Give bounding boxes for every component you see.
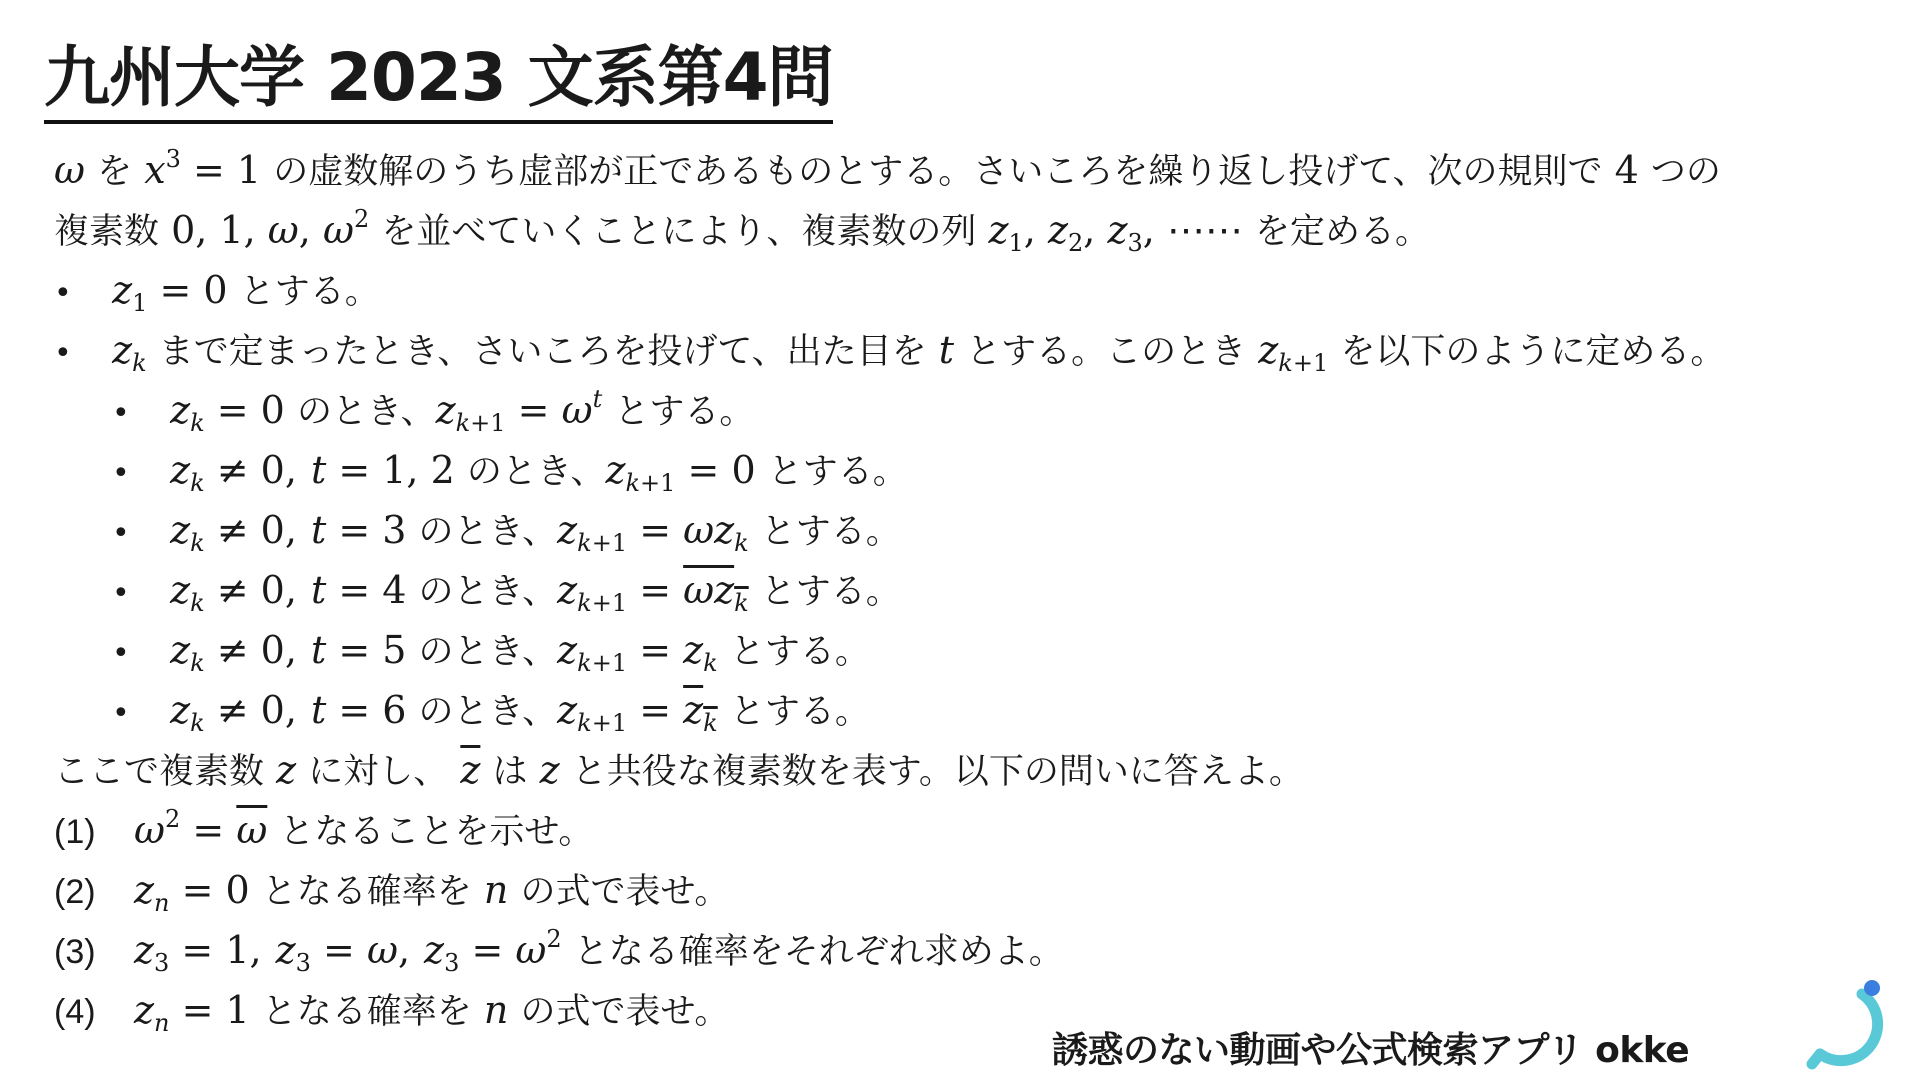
question-2: (2) $z_n = 0$ となる確率を n の式で表せ。: [54, 868, 730, 917]
problem-body: [54, 140, 1894, 1040]
intro-line-2: 複素数 0, 1, ω, $\omega^2$ を並べていくことにより、複素数の列 $z_1$, $z_2$, $z_3$, ⋯⋯ を定める。: [54, 205, 1431, 257]
case-4: • $z_k \ne 0$, t = 4 のとき、$z_{k+1} = \omega z_k$ とする。: [54, 560, 1894, 620]
question-1: (1) $\omega^2 = \overline{\omega}$ となることを示せ。: [54, 805, 594, 852]
case-5: • $z_k \ne 0$, t = 5 のとき、$z_{k+1} = z_k$ とする。: [54, 620, 1894, 680]
case-1: • $z_k = 0$ のとき、$z_{k+1} = \omega^t$ とする。: [54, 380, 1894, 440]
okke-logo-icon: [1790, 972, 1890, 1072]
case-3: • $z_k \ne 0$, t = 3 のとき、$z_{k+1} = \omega z_k$ とする。: [54, 500, 1894, 560]
conjugate-note: ここで複素数 z に対し、 $\overline{z}$ は z と共役な複素数を表す。以下の問いに答えよ。: [54, 748, 1304, 792]
app-promo-text: 誘惑のない動画や公式検索アプリ okke: [1052, 1030, 1690, 1071]
case-2: • $z_k \ne 0$, t = 1, 2 のとき、$z_{k+1} = 0$ とする。: [54, 440, 1894, 500]
page-title: 九州大学 2023 文系第4問: [44, 36, 833, 124]
question-4: (4) $z_n = 1$ となる確率を n の式で表せ。: [54, 988, 730, 1037]
intro-line-1: ω を $x^3 = 1$ の虚数解のうち虚部が正であるものとする。さいころを繰り返し投げて、次の規則で 4 つの: [54, 145, 1721, 192]
rule-2: • $z_k$ まで定まったとき、さいころを投げて、出た目を t とする。このとき $z_{k+1}$ を以下のように定める。: [54, 320, 1894, 380]
question-3: (3) $z_3 = 1$, $z_3 = \omega$, $z_3 = \omega^2$ となる確率をそれぞれ求めよ。: [54, 925, 1064, 977]
case-6: • $z_k \ne 0$, t = 6 のとき、$z_{k+1} = z_k$ とする。: [54, 680, 1894, 740]
rule-1: • $z_1 = 0$ とする。: [54, 260, 1894, 320]
